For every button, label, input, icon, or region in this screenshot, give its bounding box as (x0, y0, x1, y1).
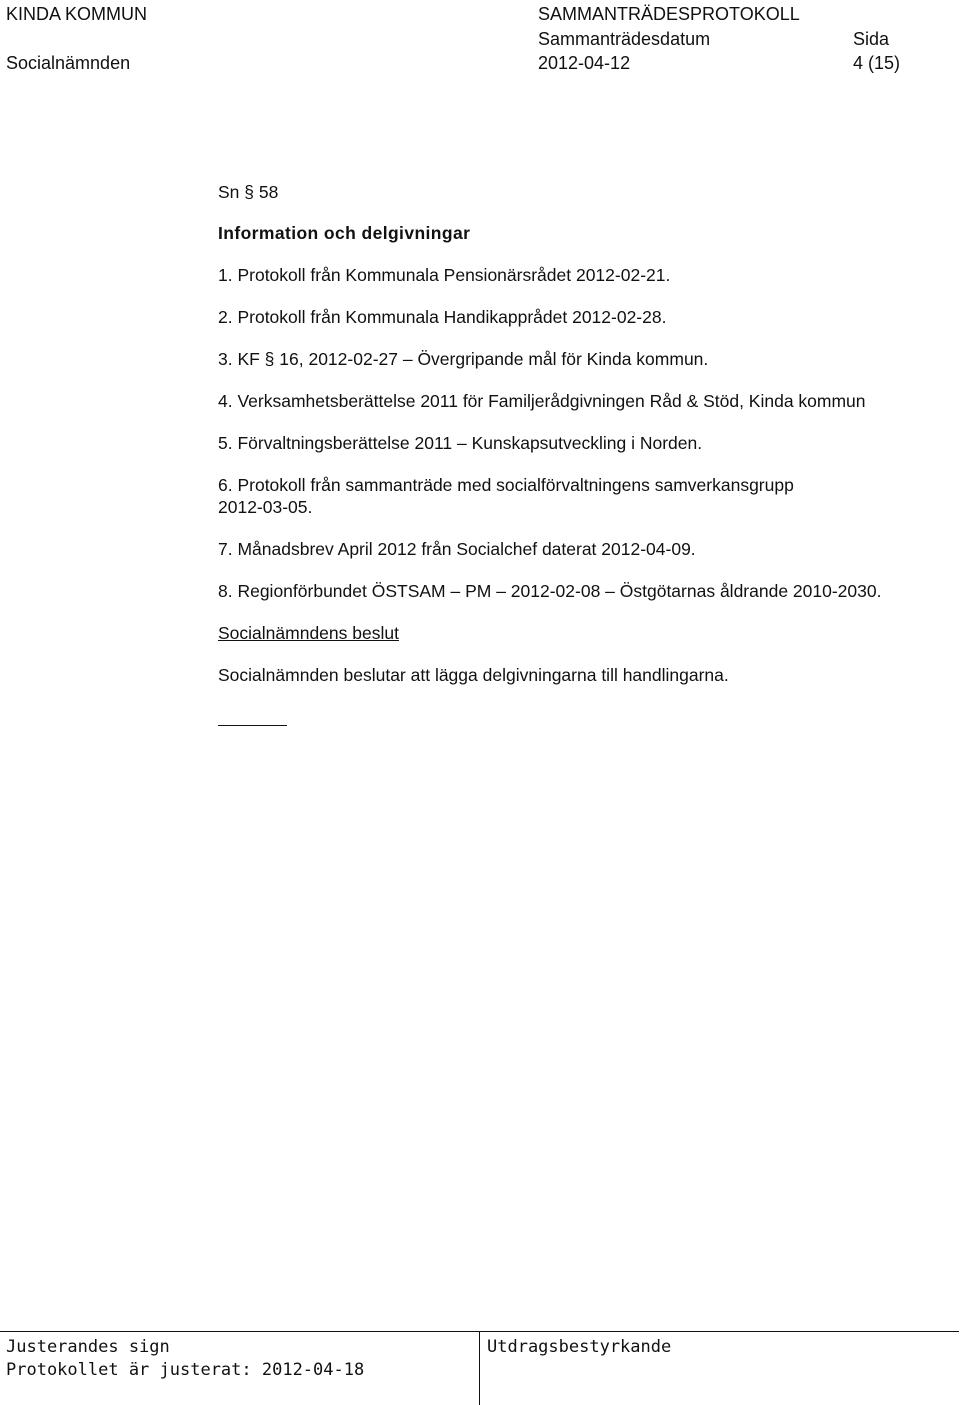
footer-divider (479, 1332, 480, 1405)
header-date-label: Sammanträdesdatum (538, 29, 711, 49)
list-item: 1. Protokoll från Kommunala Pensionärsrådet 2012-02-21. (218, 265, 671, 285)
list-item: 6. Protokoll från sammanträde med socialförvaltningens samverkansgrupp (218, 475, 794, 495)
header-page-label: Sida (853, 29, 890, 49)
list-item-continuation: 2012-03-05. (218, 497, 313, 517)
list-item: 3. KF § 16, 2012-02-27 – Övergripande mål för Kinda kommun. (218, 349, 709, 369)
list-item: 8. Regionförbundet ÖSTSAM – PM – 2012-02-08 – Östgötarnas åldrande 2010-2030. (218, 581, 882, 601)
decision-heading: Socialnämndens beslut (218, 623, 399, 643)
list-item: 2. Protokoll från Kommunala Handikapprådet 2012-02-28. (218, 307, 667, 327)
header-date-value: 2012-04-12 (538, 53, 631, 73)
section-number: Sn § 58 (218, 182, 279, 202)
header-committee: Socialnämnden (6, 53, 131, 73)
footer (0, 1331, 959, 1404)
list-item: 5. Förvaltningsberättelse 2011 – Kunskapsutveckling i Norden. (218, 433, 703, 453)
list-item: 4. Verksamhetsberättelse 2011 för Familjerådgivningen Råd & Stöd, Kinda kommun (218, 391, 866, 411)
footer-sign-label: Justerandes sign (6, 1337, 170, 1357)
section-title: Information och delgivningar (218, 223, 471, 243)
footer-justified-text: Protokollet är justerat: 2012-04-18 (6, 1360, 365, 1380)
footer-extract-label: Utdragsbestyrkande (487, 1337, 672, 1357)
header-doc-type: SAMMANTRÄDESPROTOKOLL (538, 4, 800, 24)
section-end-rule (218, 725, 287, 726)
list-item: 7. Månadsbrev April 2012 från Socialchef daterat 2012-04-09. (218, 539, 696, 559)
header-page-value: 4 (15) (853, 53, 901, 73)
decision-text: Socialnämnden beslutar att lägga delgivningarna till handlingarna. (218, 665, 729, 685)
header-org: KINDA KOMMUN (6, 4, 148, 24)
